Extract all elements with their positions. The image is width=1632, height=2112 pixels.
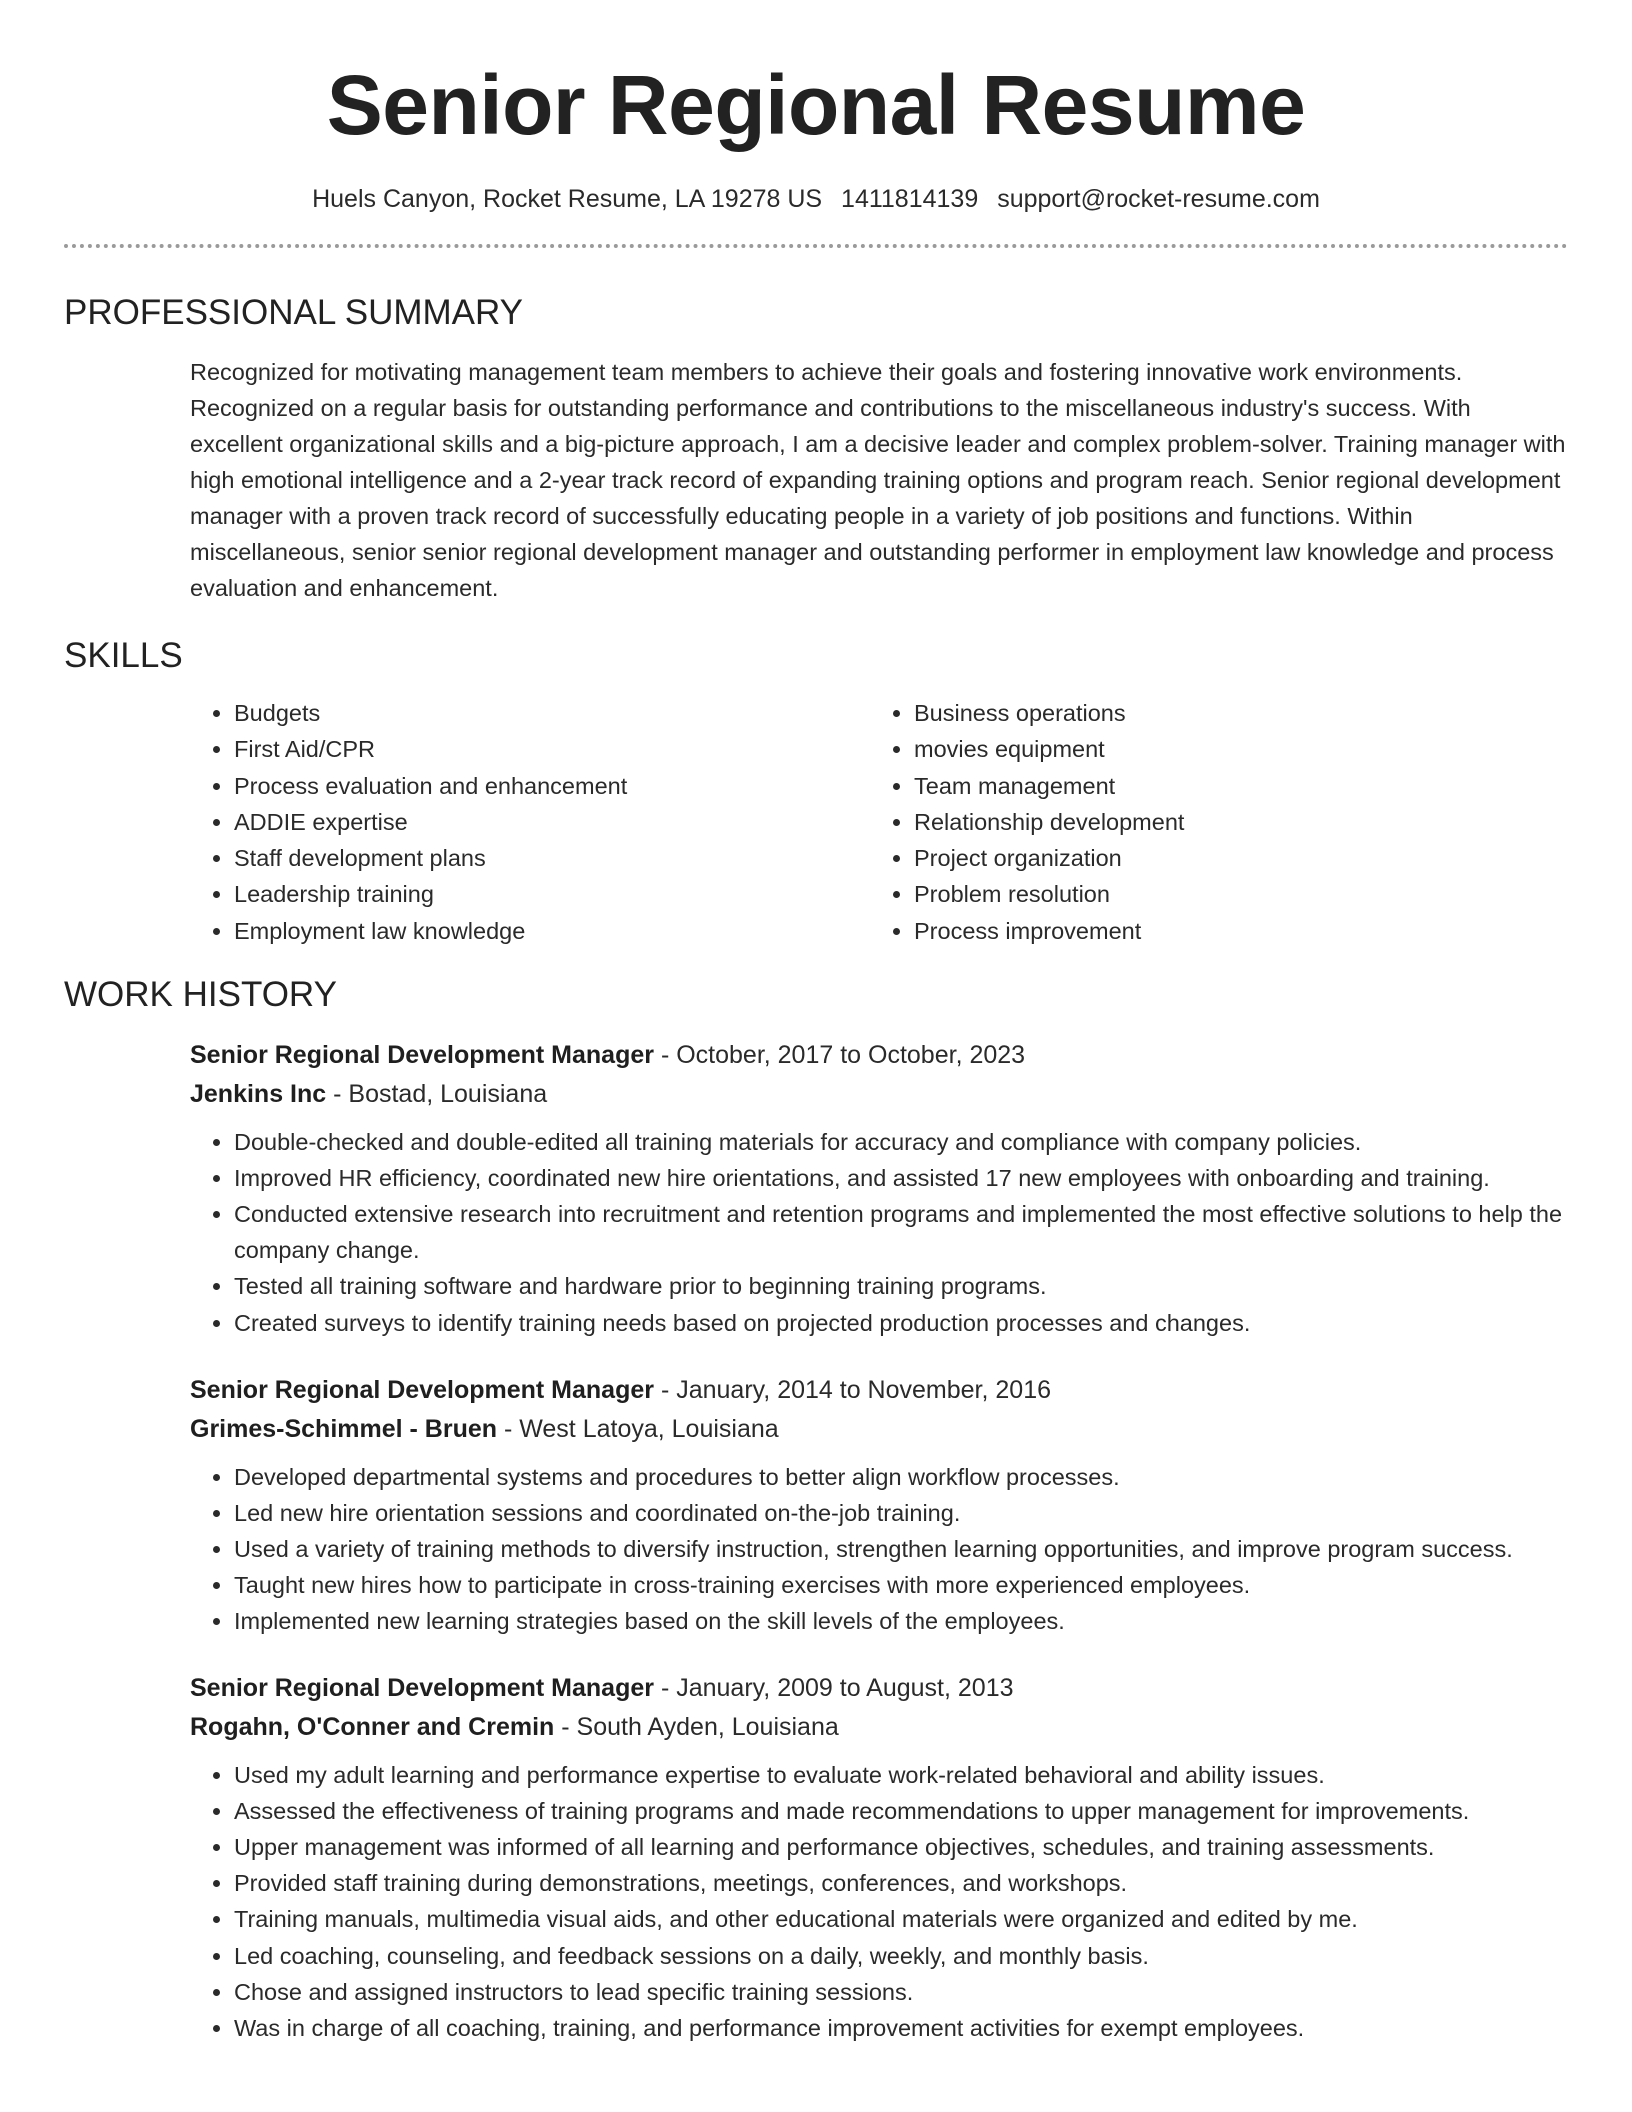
work-history-heading: WORK HISTORY xyxy=(64,975,337,1015)
job-dates: - January, 2009 to August, 2013 xyxy=(654,1674,1014,1703)
resume-title: Senior Regional Resume xyxy=(326,58,1306,152)
job-company-line xyxy=(190,1410,1568,1449)
job-bullet: • Developed departmental systems and procedures to better align workflow processes. xyxy=(234,1459,1568,1495)
job-role: Senior Regional Development Manager xyxy=(190,1375,654,1404)
job-role: Senior Regional Development Manager xyxy=(190,1041,654,1070)
skill-item: • Process evaluation and enhancement xyxy=(234,768,870,804)
skill-item: • Employment law knowledge xyxy=(234,913,870,949)
job-entry xyxy=(190,1036,1568,1341)
header-divider xyxy=(64,244,1568,248)
job-bullet: • Provided staff training during demonstrations, meetings, conferences, and workshops. xyxy=(234,1865,1568,1901)
skill-item: • ADDIE expertise xyxy=(234,804,870,840)
skill-item: • Business operations xyxy=(914,695,1550,731)
job-company-line xyxy=(190,1075,1568,1114)
job-dates: - January, 2014 to November, 2016 xyxy=(654,1375,1051,1404)
job-bullet: • Used my adult learning and performance expertise to evaluate work-related behavioral and ability issues. xyxy=(234,1757,1568,1793)
skill-item: • Budgets xyxy=(234,695,870,731)
skill-item: • Process improvement xyxy=(914,913,1550,949)
contact-info xyxy=(64,182,1568,216)
job-entry xyxy=(190,1371,1568,1639)
job-bullet: • Conducted extensive research into recruitment and retention programs and implemented the most effective solutions to help the company change. xyxy=(234,1196,1568,1268)
contact-address: Huels Canyon, Rocket Resume, LA 19278 US xyxy=(312,185,823,213)
job-bullet: • Created surveys to identify training needs based on projected production processes and changes. xyxy=(234,1305,1568,1341)
job-bullet: • Training manuals, multimedia visual aids, and other educational materials were organized and edited by me. xyxy=(234,1901,1568,1937)
job-bullets xyxy=(190,1757,1568,2046)
job-bullets xyxy=(190,1124,1568,1341)
job-bullet: • Led new hire orientation sessions and coordinated on-the-job training. xyxy=(234,1495,1568,1531)
skill-item: • First Aid/CPR xyxy=(234,731,870,767)
job-bullet: • Chose and assigned instructors to lead specific training sessions. xyxy=(234,1974,1568,2010)
skill-item: • Team management xyxy=(914,768,1550,804)
skill-item: • Project organization xyxy=(914,840,1550,876)
job-entry xyxy=(190,1669,1568,2046)
job-company: Jenkins Inc xyxy=(190,1080,327,1109)
skills-heading: SKILLS xyxy=(64,636,183,675)
job-location: - West Latoya, Louisiana xyxy=(497,1414,779,1443)
job-role: Senior Regional Development Manager xyxy=(190,1674,654,1703)
skill-item: • movies equipment xyxy=(914,731,1550,767)
contact-phone: 1411814139 xyxy=(841,185,979,213)
job-bullet: • Improved HR efficiency, coordinated new hire orientations, and assisted 17 new employees with onboarding and training. xyxy=(234,1160,1568,1196)
job-bullet: • Used a variety of training methods to diversify instruction, strengthen learning opportunities, and improve program success. xyxy=(234,1531,1568,1567)
job-bullet: • Assessed the effectiveness of training programs and made recommendations to upper management for improvements. xyxy=(234,1793,1568,1829)
summary-text: Recognized for motivating management team members to achieve their goals and fostering innovative work environments. Recognized on a regular basis for outstanding performance and contributions to the miscellaneous industry's success. With excellent organizational skills and a big-picture approach, I am a decisive leader and complex problem-solver. Training manager with high emotional intelligence and a 2-year track record of expanding training options and program reach. Senior regional development manager with a proven track record of successfully educating people in a variety of job positions and functions. Within miscellaneous, senior senior regional development manager and outstanding performer in employment law knowledge and process evaluation and enhancement. xyxy=(190,359,1566,601)
job-bullets xyxy=(190,1459,1568,1639)
skills-column-right xyxy=(870,695,1550,949)
job-role-line xyxy=(190,1371,1568,1410)
job-bullet: • Upper management was informed of all learning and performance objectives, schedules, and training assessments. xyxy=(234,1829,1568,1865)
skill-item: • Problem resolution xyxy=(914,876,1550,912)
skills-grid xyxy=(190,695,1568,949)
job-dates: - October, 2017 to October, 2023 xyxy=(654,1041,1026,1070)
skill-item: • Relationship development xyxy=(914,804,1550,840)
job-role-line xyxy=(190,1036,1568,1075)
skills-column-left xyxy=(190,695,870,949)
skill-item: • Staff development plans xyxy=(234,840,870,876)
job-role-line xyxy=(190,1669,1568,1708)
job-bullet: • Double-checked and double-edited all training materials for accuracy and compliance with company policies. xyxy=(234,1124,1568,1160)
skills-section xyxy=(64,633,1568,949)
skill-item: • Leadership training xyxy=(234,876,870,912)
summary-section xyxy=(64,290,1568,606)
job-company: Rogahn, O'Conner and Cremin xyxy=(190,1713,555,1742)
contact-email: support@rocket-resume.com xyxy=(997,185,1320,213)
resume-header xyxy=(64,0,1568,248)
job-bullet: • Tested all training software and hardware prior to beginning training programs. xyxy=(234,1268,1568,1304)
job-bullet: • Implemented new learning strategies based on the skill levels of the employees. xyxy=(234,1603,1568,1639)
job-location: - South Ayden, Louisiana xyxy=(554,1713,839,1742)
work-history-section xyxy=(64,972,1568,2046)
job-location: - Bostad, Louisiana xyxy=(326,1080,548,1109)
job-bullet: • Taught new hires how to participate in cross-training exercises with more experienced employees. xyxy=(234,1567,1568,1603)
job-bullet: • Led coaching, counseling, and feedback sessions on a daily, weekly, and monthly basis. xyxy=(234,1938,1568,1974)
job-company: Grimes-Schimmel - Bruen xyxy=(190,1414,498,1443)
summary-heading: PROFESSIONAL SUMMARY xyxy=(64,293,523,332)
job-bullet: • Was in charge of all coaching, training, and performance improvement activities for exempt employees. xyxy=(234,2010,1568,2046)
job-company-line xyxy=(190,1708,1568,1747)
